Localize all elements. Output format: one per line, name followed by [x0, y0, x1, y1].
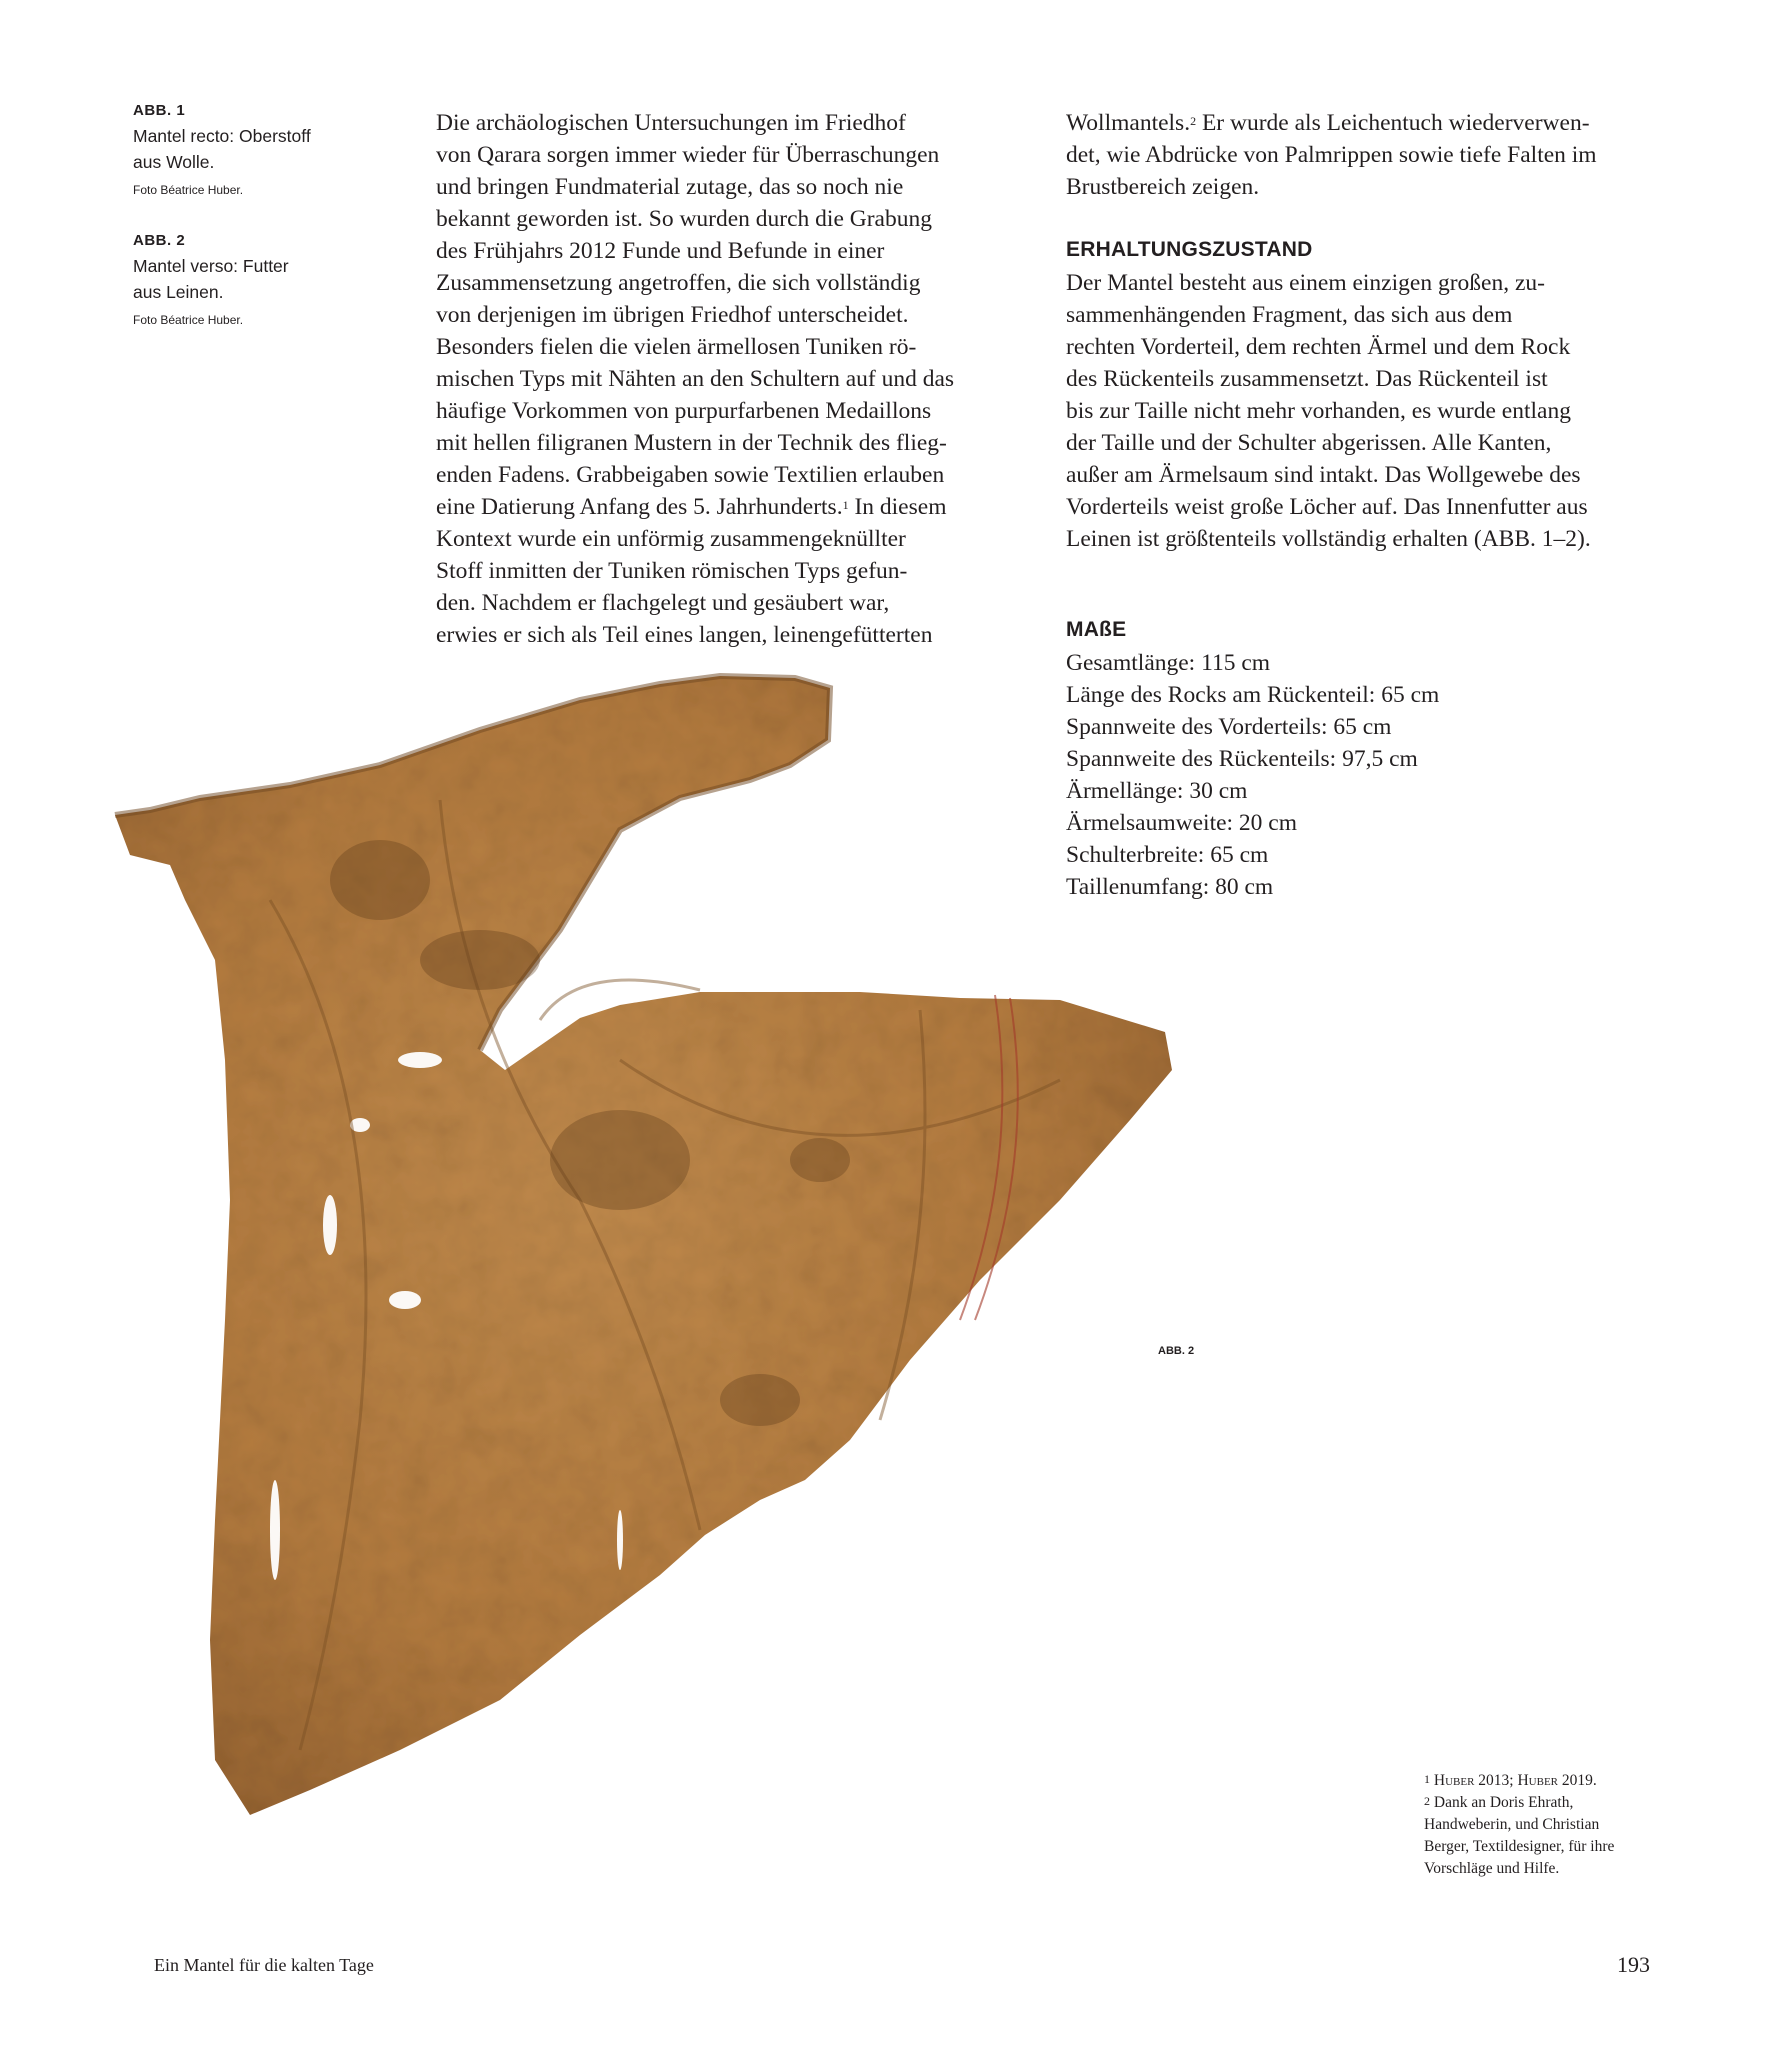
text-line: det, wie Abdrücke von Palmrippen sowie tiefe Falten im — [1066, 142, 1597, 168]
text-line: rechten Vorderteil, dem rechten Ärmel und dem Rock — [1066, 334, 1571, 360]
text-fragment: eine Datierung Anfang des 5. Jahrhunderts. — [436, 494, 843, 520]
text-line: Vorderteils weist große Löcher auf. Das Innenfutter aus — [1066, 494, 1588, 520]
text-line: mischen Typs mit Nähten an den Schultern auf und das — [436, 366, 955, 392]
measurement-line: Schulterbreite: 65 cm — [1066, 842, 1269, 868]
footnote-line: Berger, Textildesigner, für ihre — [1424, 1838, 1615, 1855]
text-line — [436, 491, 954, 523]
caption-line: Mantel verso: Futter — [133, 256, 289, 276]
cite-year: 2013; — [1474, 1772, 1518, 1789]
footnote-number: 1 — [1424, 1772, 1430, 1786]
footnote-ref: 1 — [842, 498, 849, 512]
text-line: von derjenigen im übrigen Friedhof unterscheidet. — [436, 302, 909, 328]
cite-author: Huber — [1517, 1772, 1558, 1789]
measurement-line: Taillenumfang: 80 cm — [1066, 874, 1274, 900]
measurement-line: Spannweite des Rückenteils: 97,5 cm — [1066, 746, 1418, 772]
text-line: Der Mantel besteht aus einem einzigen großen, zu- — [1066, 270, 1545, 296]
text-line: des Rückenteils zusammensetzt. Das Rückenteil ist — [1066, 366, 1548, 392]
page-number: 193 — [1617, 1952, 1650, 1977]
section-heading-masse: MAßE — [1066, 618, 1127, 641]
text-line: Brustbereich zeigen. — [1066, 174, 1260, 200]
text-line: Besonders fielen die vielen ärmellosen Tuniken rö- — [436, 334, 917, 360]
text-line: und bringen Fundmaterial zutage, das so noch nie — [436, 174, 904, 200]
text-line: Leinen ist größtenteils vollständig erhalten (ABB. 1–2). — [1066, 526, 1591, 552]
text-line: bis zur Taille nicht mehr vorhanden, es wurde entlang — [1066, 398, 1571, 424]
footnote-line: Dank an Doris Ehrath, — [1433, 1794, 1574, 1811]
textile-photo — [60, 600, 1280, 1930]
measurement-line: Ärmellänge: 30 cm — [1066, 778, 1248, 804]
text-fragment: In diesem — [848, 494, 947, 520]
measurement-line: Gesamtlänge: 115 cm — [1066, 650, 1271, 676]
measurement-line: Länge des Rocks am Rückenteil: 65 cm — [1066, 682, 1440, 708]
footnote-number: 2 — [1424, 1794, 1430, 1808]
text-line: bekannt geworden ist. So wurden durch die Grabung — [436, 206, 932, 232]
footnote-1 — [1424, 1770, 1614, 1792]
text-line: Die archäologischen Untersuchungen im Friedhof — [436, 110, 906, 136]
footnote-ref: 2 — [1190, 114, 1197, 128]
text-line: des Frühjahrs 2012 Funde und Befunde in einer — [436, 238, 885, 264]
caption-label: ABB. 2 — [133, 232, 186, 249]
text-line: mit hellen filigranen Mustern in der Technik des flieg- — [436, 430, 947, 456]
section-heading-erhaltung: ERHALTUNGSZUSTAND — [1066, 238, 1313, 261]
caption-line: aus Leinen. — [133, 282, 224, 302]
footnote-line: Handweberin, und Christian — [1424, 1816, 1600, 1833]
text-line: Zusammensetzung angetroffen, die sich vollständig — [436, 270, 921, 296]
measurement-line: Ärmelsaumweite: 20 cm — [1066, 810, 1298, 836]
text-fragment: Wollmantels. — [1066, 110, 1191, 136]
erhaltung-text — [1066, 267, 1591, 555]
body-column-1 — [436, 107, 954, 651]
text-line: erwies er sich als Teil eines langen, leinengefütterten — [436, 622, 933, 648]
caption-abb1 — [133, 102, 311, 197]
text-line: sammenhängenden Fragment, das sich aus dem — [1066, 302, 1513, 328]
text-line: den. Nachdem er flachgelegt und gesäubert war, — [436, 590, 890, 616]
footnotes — [1424, 1770, 1614, 1880]
figure-label: ABB. 2 — [1158, 1345, 1195, 1357]
text-line: von Qarara sorgen immer wieder für Überraschungen — [436, 142, 940, 168]
caption-line: Mantel recto: Oberstoff — [133, 126, 311, 146]
caption-abb2 — [133, 232, 289, 327]
text-line: häufige Vorkommen von purpurfarbenen Medaillons — [436, 398, 932, 424]
text-line: der Taille und der Schulter abgerissen. Alle Kanten, — [1066, 430, 1552, 456]
footnote-2 — [1424, 1792, 1614, 1814]
text-line — [1066, 107, 1597, 139]
caption-label: ABB. 1 — [133, 102, 186, 119]
text-line: Kontext wurde ein unförmig zusammengeknüllter — [436, 526, 906, 552]
running-title: Ein Mantel für die kalten Tage — [154, 1955, 374, 1975]
body-column-2 — [1066, 107, 1597, 203]
caption-line: aus Wolle. — [133, 152, 215, 172]
measurement-line: Spannweite des Vorderteils: 65 cm — [1066, 714, 1392, 740]
photo-credit: Foto Béatrice Huber. — [133, 183, 244, 197]
photo-credit: Foto Béatrice Huber. — [133, 313, 244, 327]
text-line: enden Fadens. Grabbeigaben sowie Textilien erlauben — [436, 462, 945, 488]
footnote-line: Vorschläge und Hilfe. — [1424, 1860, 1560, 1877]
cite-year: 2019. — [1558, 1772, 1597, 1789]
text-line: außer am Ärmelsaum sind intakt. Das Wollgewebe des — [1066, 462, 1581, 488]
mantle-shape — [115, 676, 1172, 1815]
cite-author: Huber — [1433, 1772, 1475, 1789]
text-line: Stoff inmitten der Tuniken römischen Typs gefun- — [436, 558, 908, 584]
text-fragment: Er wurde als Leichentuch wiederverwen- — [1196, 110, 1590, 136]
